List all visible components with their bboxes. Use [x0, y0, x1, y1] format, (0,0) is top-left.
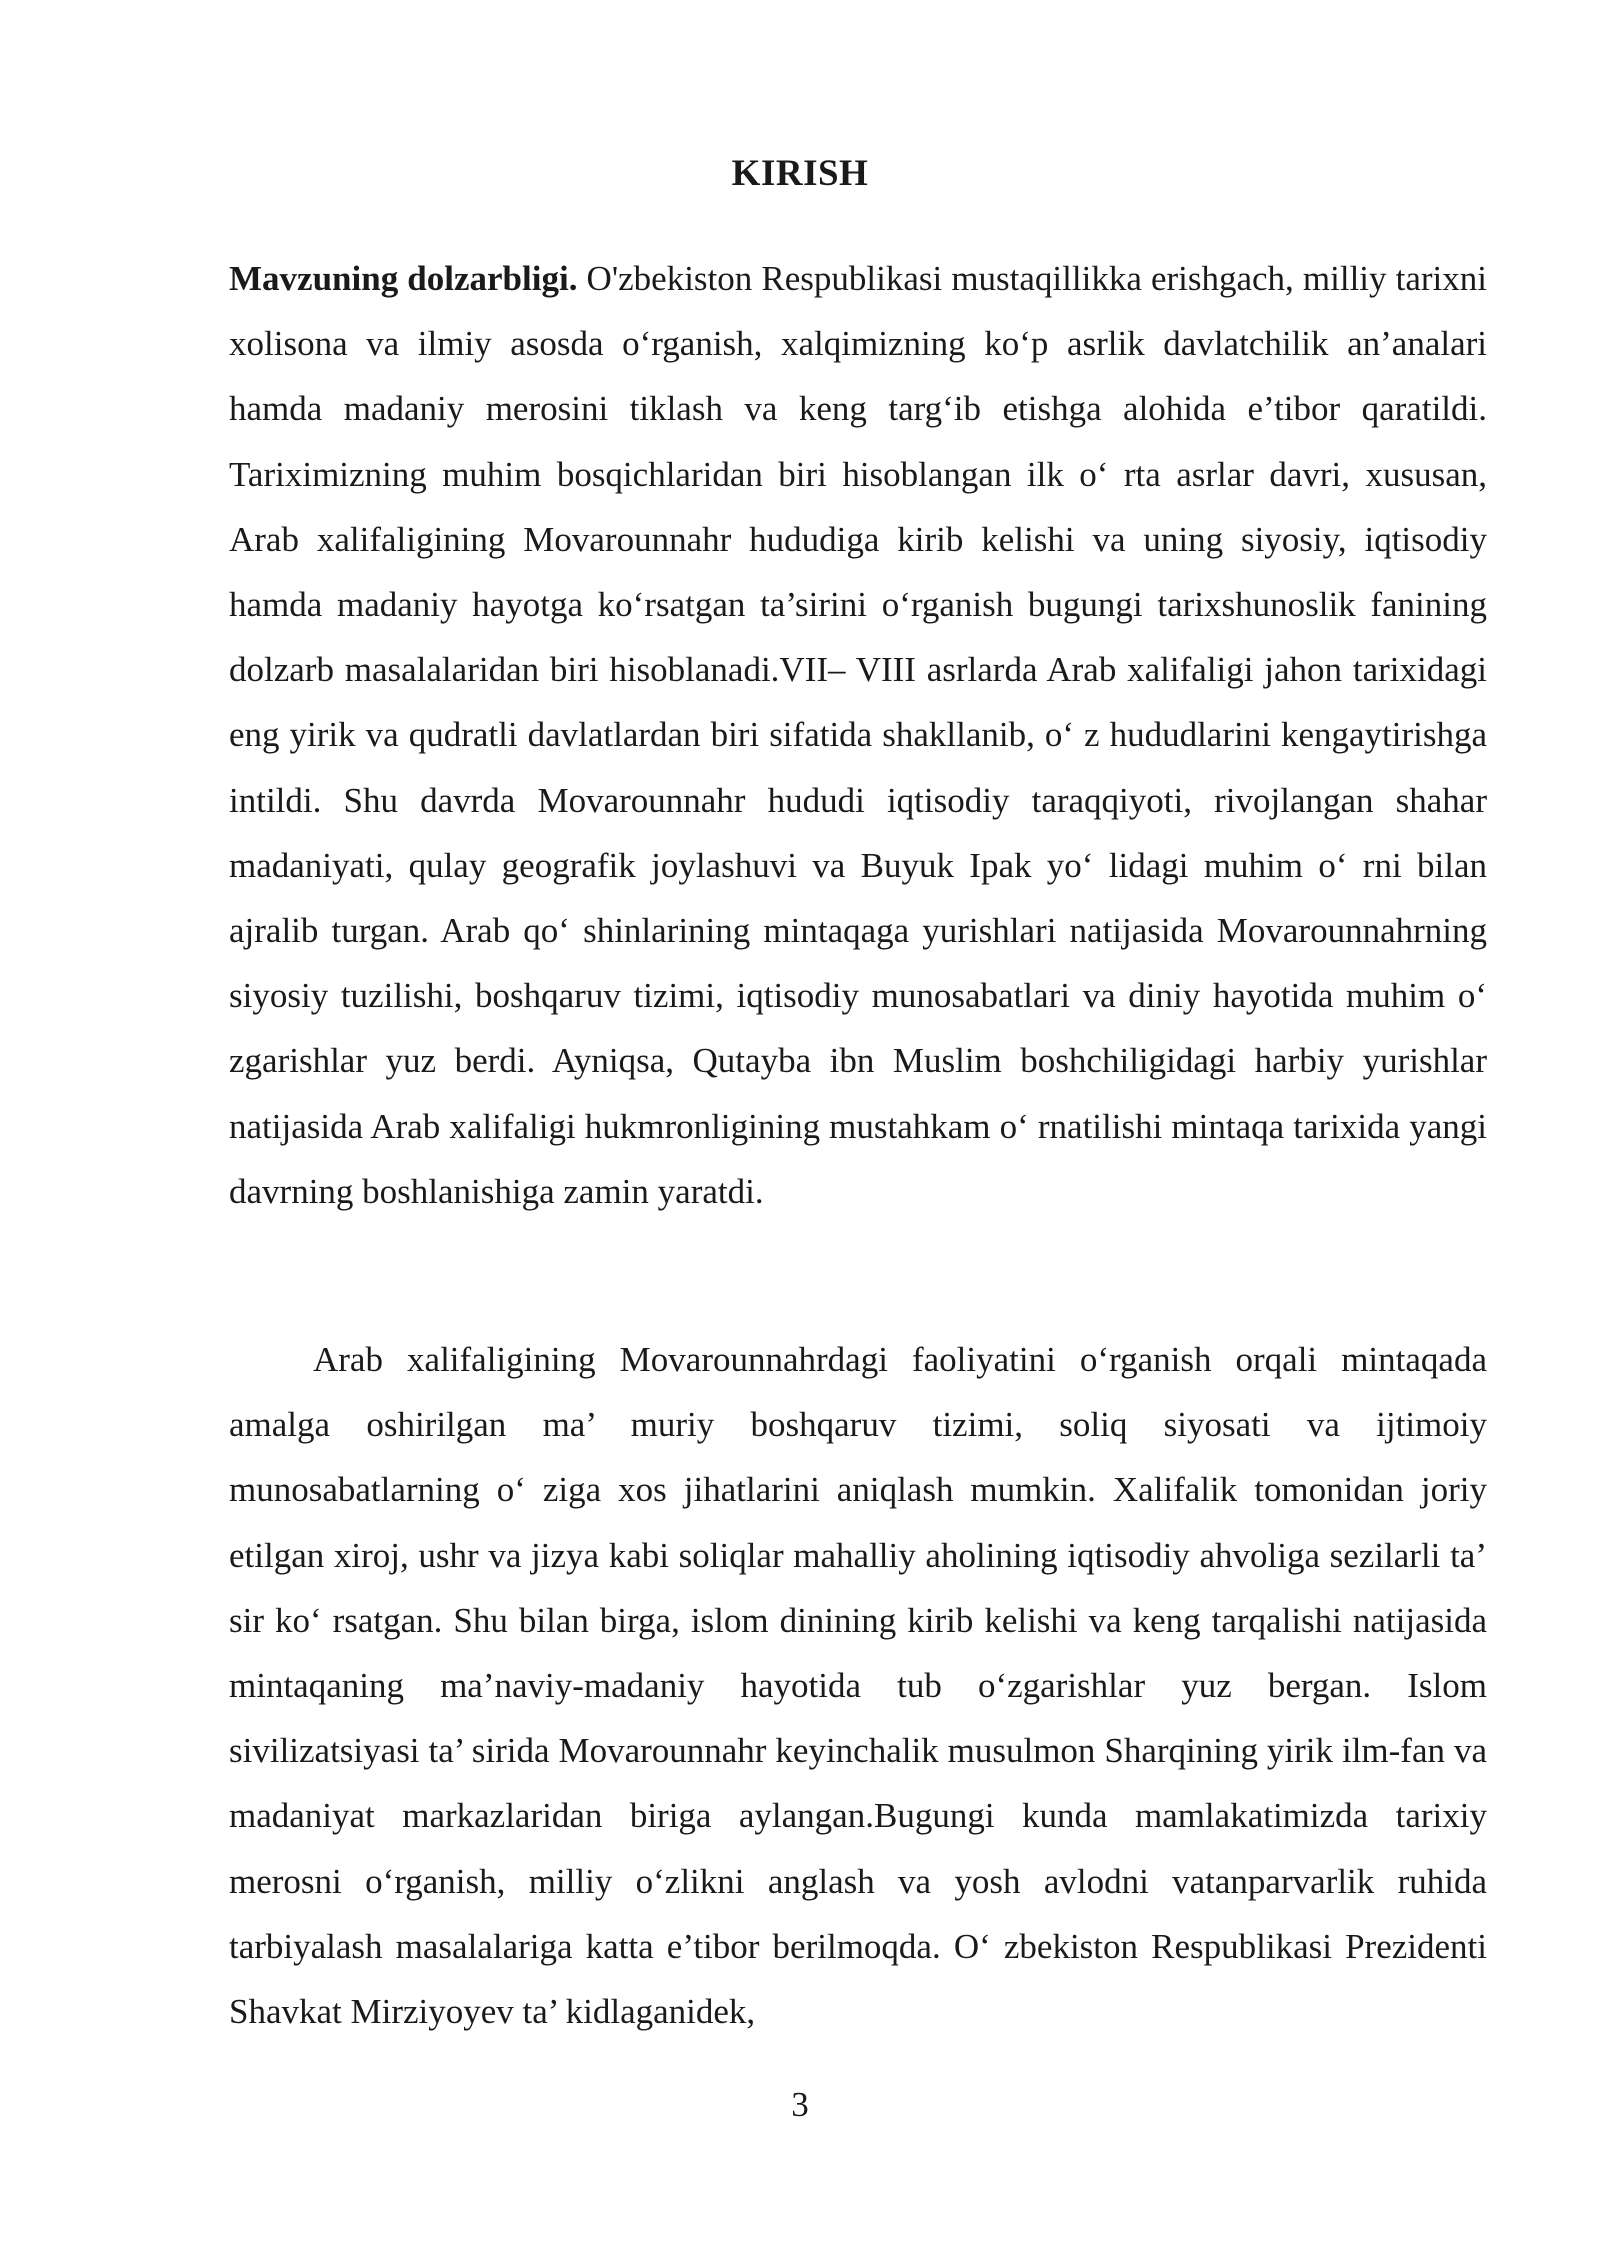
paragraph-caliphate-activity: Arab xalifaligining Movarounnahrdagi faoliyatini o‘rganish orqali mintaqada amalga oshirilgan ma’ muriy boshqaruv tizimi, soliq siyosati va ijtimoiy munosabatlarning o‘ ziga xos jihatlarini aniqlash mumkin. Xalifalik tomonidan joriy etilgan xiroj, ushr va jizya kabi soliqlar mahalliy aholining iqtisodiy ahvoliga sezilarli ta’ sir ko‘ rsatgan. Shu bilan birga, islom dinining kirib kelishi va keng tarqalishi natijasida mintaqaning ma’naviy-madaniy hayotida tub o‘zgarishlar yuz bergan. Islom sivilizatsiyasi ta’ sirida Movarounnahr keyinchalik musulmon Sharqining yirik ilm-fan va madaniyat markazlaridan biriga aylangan.Bugungi kunda mamlakatimizda tarixiy merosni o‘rganish, milliy o‘zlikni anglash va yosh avlodni vatanparvarlik ruhida tarbiyalash masalalariga katta e’tibor berilmoqda. O‘ zbekiston Respublikasi Prezidenti Shavkat Mirziyoyev ta’ kidlaganidek,: [229, 1340, 1487, 2032]
page-number: 3: [791, 2085, 809, 2124]
paragraph-relevance: [229, 246, 1487, 1224]
paragraph-lead-heading: Mavzuning dolzarbligi.: [229, 259, 578, 298]
paragraph-body-text: O'zbekiston Respublikasi mustaqillikka erishgach, milliy tarixni xolisona va ilmiy asosda o‘rganish, xalqimizning ko‘p asrlik davlatchilik an’analari hamda madaniy merosini tiklash va keng targ‘ib etishga alohida e’tibor qaratildi. Tariximizning muhim bosqichlaridan biri hisoblangan ilk o‘ rta asrlar davri, xususan, Arab xalifaligining Movarounnahr hududiga kirib kelishi va uning siyosiy, iqtisodiy hamda madaniy hayotga ko‘rsatgan ta’sirini o‘rganish bugungi tarixshunoslik fanining dolzarb masalalaridan biri hisoblanadi.VII– VIII asrlarda Arab xalifaligi jahon tarixidagi eng yirik va qudratli davlatlardan biri sifatida shakllanib, o‘ z hududlarini kengaytirishga intildi. Shu davrda Movarounnahr hududi iqtisodiy taraqqiyoti, rivojlangan shahar madaniyati, qulay geografik joylashuvi va Buyuk Ipak yo‘ lidagi muhim o‘ rni bilan ajralib turgan. Arab qo‘ shinlarining mintaqaga yurishlari natijasida Movarounnahrning siyosiy tuzilishi, boshqaruv tizimi, iqtisodiy munosabatlari va diniy hayotida muhim o‘ zgarishlar yuz berdi. Ayniqsa, Qutayba ibn Muslim boshchiligidagi harbiy yurishlar natijasida Arab xalifaligi hukmronligining mustahkam o‘ rnatilishi mintaqa tarixida yangi davrning boshlanishiga zamin yaratdi.: [229, 259, 1488, 1211]
section-title: KIRISH: [731, 153, 869, 194]
